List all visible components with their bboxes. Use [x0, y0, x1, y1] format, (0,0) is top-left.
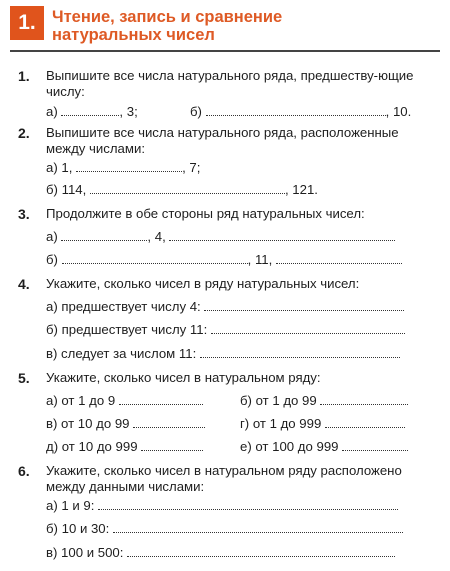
item-label: в) 100 и 500:	[46, 545, 124, 560]
answer-blank[interactable]	[204, 300, 404, 311]
task-6-number: 6.	[18, 463, 30, 479]
item-label: е) от 100 до 999	[240, 439, 339, 454]
task-5-item-a	[46, 393, 203, 409]
item-suffix: , 7;	[182, 160, 201, 175]
item-label: б) предшествует числу 11:	[46, 322, 208, 337]
item-prefix: а)	[46, 104, 58, 119]
header-divider	[10, 50, 440, 52]
answer-blank[interactable]	[90, 183, 285, 194]
answer-blank[interactable]	[61, 105, 119, 116]
task-6-item-c	[46, 545, 395, 561]
answer-blank[interactable]	[200, 347, 400, 358]
task-4-number: 4.	[18, 276, 30, 292]
answer-blank[interactable]	[342, 440, 408, 451]
task-5-text: Укажите, сколько чисел в натуральном ряду:	[46, 370, 321, 385]
section-title	[52, 8, 282, 44]
item-suffix: , 121.	[284, 182, 318, 197]
task-1-number: 1.	[18, 68, 30, 84]
task-5-item-c	[46, 416, 205, 432]
answer-blank[interactable]	[325, 417, 405, 428]
task-5-item-b	[240, 393, 408, 409]
task-5-number: 5.	[18, 370, 30, 386]
task-3-item-b	[46, 252, 402, 268]
task-1-item-b	[190, 104, 411, 120]
item-label: в) от 10 до 99	[46, 416, 130, 431]
title-line-2: натуральных чисел	[52, 26, 215, 44]
item-label: б) от 1 до 99	[240, 393, 317, 408]
item-label: б) 10 и 30:	[46, 521, 110, 536]
item-prefix: а) 1,	[46, 160, 73, 175]
answer-blank-right[interactable]	[276, 253, 402, 264]
item-label: в) следует за числом 11:	[46, 346, 197, 361]
answer-blank-left[interactable]	[61, 230, 147, 241]
task-2-item-b	[46, 182, 318, 198]
answer-blank[interactable]	[320, 394, 408, 405]
task-5-item-f	[240, 439, 408, 455]
answer-blank-right[interactable]	[169, 230, 395, 241]
section-number-badge: 1.	[10, 6, 44, 40]
item-prefix: а)	[46, 229, 58, 244]
answer-blank[interactable]	[76, 161, 182, 172]
answer-blank[interactable]	[206, 105, 386, 116]
task-5-item-e	[46, 439, 203, 455]
item-prefix: б) 114,	[46, 182, 87, 197]
task-3-item-a	[46, 229, 395, 245]
task-6-text: Укажите, сколько чисел в натуральном ряду расположено между данными числами:	[46, 463, 402, 494]
item-label: а) от 1 до 9	[46, 393, 116, 408]
item-prefix: б)	[190, 104, 202, 119]
answer-blank[interactable]	[113, 522, 403, 533]
task-2-item-a	[46, 160, 200, 176]
item-prefix: б)	[46, 252, 58, 267]
answer-blank-left[interactable]	[62, 253, 248, 264]
task-6-item-a	[46, 498, 398, 514]
task-6-item-b	[46, 521, 403, 537]
task-2-text: Выпишите все числа натурального ряда, расположенные между числами:	[46, 125, 399, 156]
answer-blank[interactable]	[211, 323, 405, 334]
item-label: а) предшествует числу 4:	[46, 299, 201, 314]
item-suffix: , 10.	[385, 104, 412, 119]
task-3-number: 3.	[18, 206, 30, 222]
task-2-number: 2.	[18, 125, 30, 141]
task-4-item-c	[46, 346, 400, 362]
answer-blank[interactable]	[119, 394, 203, 405]
task-3-text: Продолжите в обе стороны ряд натуральных чисел:	[46, 206, 365, 221]
item-middle: , 11,	[247, 252, 273, 267]
item-label: г) от 1 до 999	[240, 416, 322, 431]
item-suffix: , 3;	[119, 104, 138, 119]
task-4-item-b	[46, 322, 405, 338]
item-label: д) от 10 до 999	[46, 439, 138, 454]
answer-blank[interactable]	[141, 440, 203, 451]
answer-blank[interactable]	[98, 499, 398, 510]
answer-blank[interactable]	[133, 417, 205, 428]
task-4-text: Укажите, сколько чисел в ряду натуральных чисел:	[46, 276, 360, 291]
task-1-item-a	[46, 104, 138, 120]
item-middle: , 4,	[147, 229, 166, 244]
task-4-item-a	[46, 299, 404, 315]
title-line-1: Чтение, запись и сравнение	[52, 8, 283, 26]
task-1-text: Выпишите все числа натурального ряда, предшеству-ющие числу:	[46, 68, 414, 99]
answer-blank[interactable]	[127, 546, 395, 557]
task-5-item-d	[240, 416, 405, 432]
item-label: а) 1 и 9:	[46, 498, 95, 513]
